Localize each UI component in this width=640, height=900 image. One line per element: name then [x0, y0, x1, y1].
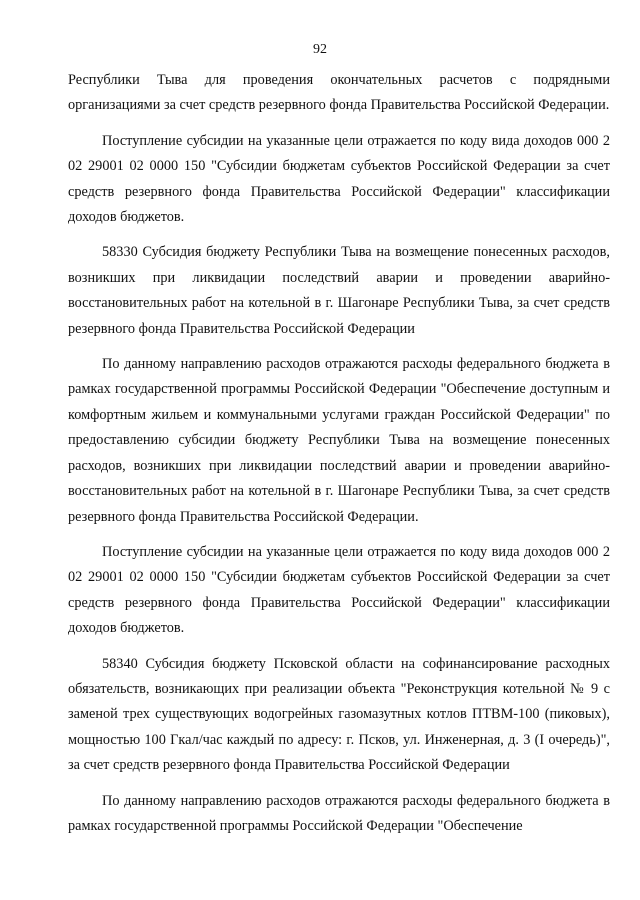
paragraph-income-code-1: Поступление субсидии на указанные цели отражается по коду вида доходов 000 2 02 29001 02 0000 150 "Субсидии бюджетам субъектов Российской Федерации за счет средств резервного фонда Правительства Российской Федерации" классификации доходов бюджетов. — [68, 132, 610, 226]
document-body — [68, 68, 610, 849]
paragraph-continuation: Республики Тыва для проведения окончательных расчетов с подрядными организациями за счет средств резервного фонда Правительства Российской Федерации. — [68, 72, 610, 114]
paragraph-58340-subsidy: 58340 Субсидия бюджету Псковской области на софинансирование расходных обязательств, возникающих при реализации объекта "Реконструкция котельной № 9 с заменой трех существующих водогрейных газомазутных котлов ПТВМ-100 (пиковых), мощностью 100 Гкал/час каждый по адресу: г. Псков, ул. Инженерная, д. 3 (I очередь)", за счет средств резервного фонда Правительства Российской Федерации — [68, 655, 610, 774]
paragraph-58330-expenses: По данному направлению расходов отражаются расходы федерального бюджета в рамках государственной программы Российской Федерации "Обеспечение доступным и комфортным жильем и коммунальными услугами граждан Российской Федерации" по предоставлению субсидии бюджету Республики Тыва на возмещение понесенных расходов, возникших при ликвидации последствий аварии и проведении аварийно-восстановительных работ на котельной в г. Шагонаре Республики Тыва, за счет средств резервного фонда Правительства Российской Федерации. — [68, 356, 610, 525]
paragraph-58340-expenses: По данному направлению расходов отражаются расходы федерального бюджета в рамках государственной программы Российской Федерации "Обеспечение — [68, 792, 610, 834]
page-number: 92 — [313, 42, 327, 57]
paragraph-58330-subsidy: 58330 Субсидия бюджету Республики Тыва на возмещение понесенных расходов, возникших при ликвидации последствий аварии и проведении аварийно-восстановительных работ на котельной в г. Шагонаре Республики Тыва, за счет средств резервного фонда Правительства Российской Федерации — [68, 244, 610, 337]
paragraph-income-code-2: Поступление субсидии на указанные цели отражается по коду вида доходов 000 2 02 29001 02 0000 150 "Субсидии бюджетам субъектов Российской Федерации за счет средств резервного фонда Правительства Российской Федерации" классификации доходов бюджетов. — [68, 543, 610, 637]
